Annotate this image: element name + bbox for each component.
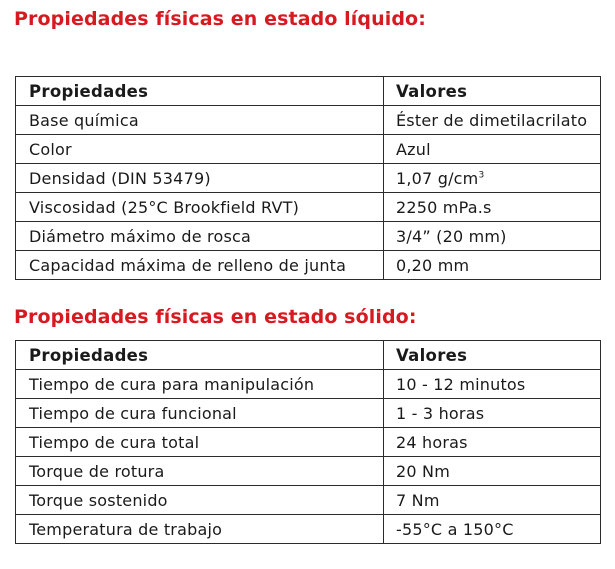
property-cell: Base química [16, 106, 384, 135]
property-cell: Torque sostenido [16, 486, 384, 515]
liquid-properties-table [15, 76, 601, 280]
table-row [16, 515, 601, 544]
table-header-row [16, 341, 601, 370]
value-cell: 7 Nm [384, 486, 601, 515]
table-row [16, 399, 601, 428]
table-row [16, 193, 601, 222]
table-header-row [16, 77, 601, 106]
header-property: Propiedades [16, 77, 384, 106]
header-value: Valores [384, 341, 601, 370]
value-cell: 20 Nm [384, 457, 601, 486]
header-property: Propiedades [16, 341, 384, 370]
superscript-exponent: 3 [478, 170, 485, 181]
property-cell: Capacidad máxima de relleno de junta [16, 251, 384, 280]
table-row [16, 135, 601, 164]
property-cell: Viscosidad (25°C Brookfield RVT) [16, 193, 384, 222]
property-cell: Tiempo de cura funcional [16, 399, 384, 428]
value-cell: 2250 mPa.s [384, 193, 601, 222]
property-cell: Diámetro máximo de rosca [16, 222, 384, 251]
property-cell: Temperatura de trabajo [16, 515, 384, 544]
value-text: 1,07 g/cm [396, 168, 479, 188]
table-row [16, 222, 601, 251]
header-value: Valores [384, 77, 601, 106]
table-row [16, 486, 601, 515]
liquid-section-title: Propiedades físicas en estado líquido: [14, 8, 426, 30]
property-cell: Tiempo de cura total [16, 428, 384, 457]
property-cell: Torque de rotura [16, 457, 384, 486]
table-row [16, 164, 601, 193]
value-cell: -55°C a 150°C [384, 515, 601, 544]
table-row [16, 457, 601, 486]
value-cell: 1 - 3 horas [384, 399, 601, 428]
solid-properties-table [15, 340, 601, 544]
table-row [16, 251, 601, 280]
value-cell: 24 horas [384, 428, 601, 457]
table-row [16, 428, 601, 457]
property-cell: Densidad (DIN 53479) [16, 164, 384, 193]
value-cell: 3/4” (20 mm) [384, 222, 601, 251]
property-cell: Tiempo de cura para manipulación [16, 370, 384, 399]
value-cell: Éster de dimetilacrilato [384, 106, 601, 135]
property-cell: Color [16, 135, 384, 164]
table-row [16, 370, 601, 399]
value-cell: Azul [384, 135, 601, 164]
value-cell: 0,20 mm [384, 251, 601, 280]
value-cell: 10 - 12 minutos [384, 370, 601, 399]
solid-section-title: Propiedades físicas en estado sólido: [14, 306, 417, 328]
value-cell [384, 164, 601, 193]
table-row [16, 106, 601, 135]
